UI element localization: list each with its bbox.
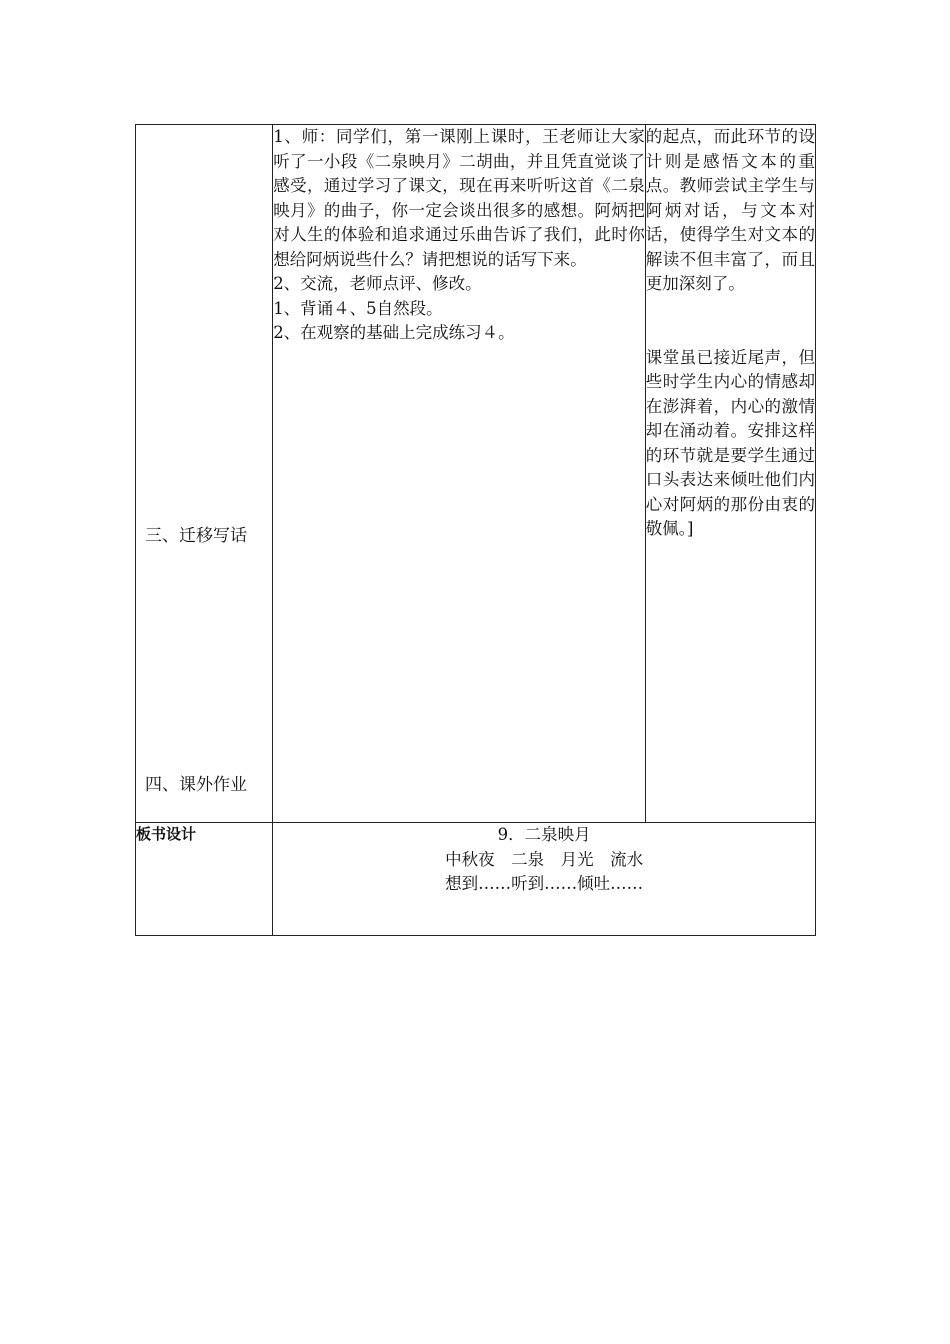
lesson-plan-table	[135, 124, 816, 936]
board-design-content	[273, 823, 816, 936]
content-paragraph: 1、师：同学们，第一课刚上课时，王老师让大家听了一小段《二泉映月》二胡曲，并且凭直觉谈了感受，通过学习了课文，现在再来听听这首《二泉映月》的曲子，你一定会谈出很多的感想。阿炳把对人生的体验和追求通过乐曲告诉了我们，此时你想给阿炳说些什么？请把想说的话写下来。	[273, 127, 645, 269]
stage-transfer-writing: 三、迁移写话	[145, 526, 247, 546]
design-comment-cell	[645, 125, 815, 823]
board-design-row	[136, 823, 816, 936]
board-design-label: 板书设计	[136, 823, 273, 936]
stage-cell	[136, 125, 273, 823]
content-cell	[273, 125, 646, 823]
comment-paragraph: 课堂虽已接近尾声，但些时学生内心的情感却在澎湃着，内心的激情却在涌动着。安排这样的环节就是要学生通过口头表达来倾吐他们内心对阿炳的那份由衷的敬佩。]	[645, 347, 815, 538]
board-line: 中秋夜 二泉 月光 流水	[445, 849, 644, 869]
stage-homework: 四、课外作业	[145, 775, 247, 795]
board-line: 想到……听到……倾吐……	[445, 874, 644, 893]
board-title: 9．二泉映月	[497, 825, 591, 844]
content-paragraph: 2、在观察的基础上完成练习４。	[273, 323, 515, 342]
content-paragraph: 2、交流，老师点评、修改。	[273, 274, 482, 293]
content-paragraph: 1、背诵４、5自然段。	[273, 298, 443, 318]
comment-paragraph: 的起点，而此环节的设计则是感悟文本的重点。教师尝试主学生与阿炳对话，与文本对话，使得学生对文本的解读不但丰富了，而且更加深刻了。	[645, 127, 815, 293]
teaching-process-row	[136, 125, 816, 823]
